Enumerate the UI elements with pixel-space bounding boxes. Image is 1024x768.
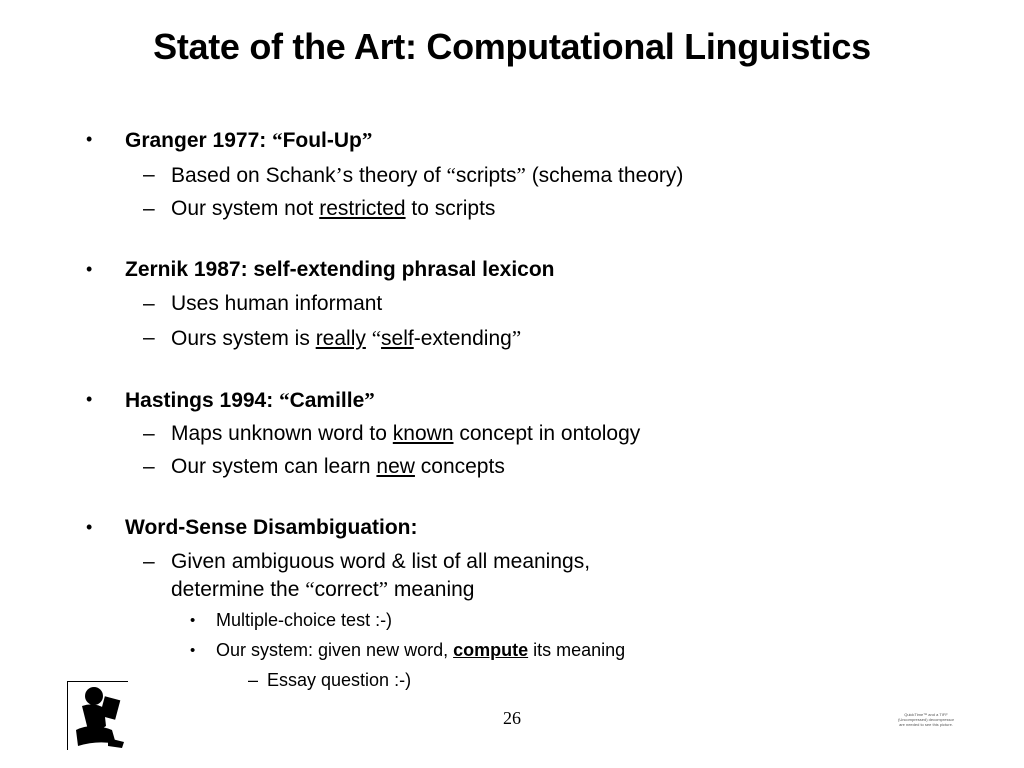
slide-title: State of the Art: Computational Linguistics: [153, 26, 871, 67]
text: to scripts: [405, 197, 496, 220]
sub-maps-unknown: [171, 422, 640, 446]
schank-text-b: s theory of: [342, 164, 447, 187]
close-quote: ”: [364, 388, 375, 412]
sub-ambiguous-line2: [171, 577, 474, 602]
close-quote: ”: [511, 326, 522, 350]
foul-up-name: Foul-Up: [282, 129, 362, 152]
sub-ambiguous-line1: Given ambiguous word & list of all meanings,: [171, 550, 591, 573]
dash-marker: –: [248, 670, 259, 690]
dash-marker: –: [143, 550, 155, 573]
text: Our system can learn: [171, 455, 377, 478]
schema-theory-text: (schema theory): [525, 164, 684, 187]
granger-head: Granger 1977:: [125, 129, 273, 152]
quicktime-placeholder: QuickTime™ and a TIFF (Uncompressed) decompressor are needed to see this picture.: [897, 712, 955, 727]
text: determine the: [171, 578, 306, 601]
text: -extending: [413, 327, 512, 350]
close-quote: ”: [516, 163, 526, 187]
hastings-head: Hastings 1994:: [125, 389, 280, 412]
scripts-word: scripts: [455, 164, 517, 187]
dash-marker: –: [143, 292, 155, 315]
bullet-marker: •: [190, 612, 196, 629]
sub-schank: [171, 163, 683, 188]
underlined-new: new: [376, 455, 415, 478]
sub3-our-system: [216, 640, 625, 661]
underlined-self: self: [381, 327, 414, 350]
dash-marker: –: [143, 326, 155, 349]
dash-marker: –: [143, 197, 155, 220]
bullet-hastings: [125, 388, 375, 413]
bullet-marker: •: [86, 129, 93, 149]
bullet-marker: •: [86, 389, 93, 409]
underlined-known: known: [392, 422, 454, 445]
sub-self-extending: [171, 326, 521, 351]
bullet-marker: •: [86, 517, 93, 537]
underlined-compute: compute: [453, 640, 529, 660]
text: Our system not: [171, 197, 320, 220]
sub4-essay-question: Essay question :-): [267, 670, 412, 690]
correct-word: correct: [314, 578, 379, 601]
text: concepts: [414, 455, 505, 478]
close-quote: ”: [361, 128, 373, 152]
sub-human-informant: Uses human informant: [171, 292, 383, 315]
text: meaning: [388, 578, 475, 601]
bullet-wsd: Word-Sense Disambiguation:: [125, 516, 418, 539]
underlined-really: really: [315, 327, 366, 350]
dash-marker: –: [143, 422, 155, 445]
schank-text-a: Based on Schank: [171, 164, 336, 187]
sub-learn-new: [171, 455, 505, 479]
camille-name: Camille: [289, 389, 365, 412]
dash-marker: –: [143, 455, 155, 478]
text: concept in ontology: [453, 422, 641, 445]
bullet-granger: [125, 128, 372, 153]
text: Ours system is: [171, 327, 316, 350]
sub3-multiple-choice: Multiple-choice test :-): [216, 610, 393, 630]
close-quote: ”: [378, 577, 389, 601]
underlined-restricted: restricted: [319, 197, 406, 220]
bullet-marker: •: [86, 259, 93, 279]
open-quote: “: [305, 577, 315, 601]
text: its meaning: [528, 640, 626, 660]
bullet-marker: •: [190, 642, 196, 659]
open-quote: “: [272, 128, 283, 152]
open-quote: “: [446, 163, 456, 187]
sub-not-restricted: [171, 197, 495, 221]
open-quote: “: [279, 388, 290, 412]
apostrophe: ’: [335, 163, 343, 187]
page-number: 26: [503, 708, 521, 728]
open-quote: “: [371, 326, 382, 350]
bullet-zernik: Zernik 1987: self-extending phrasal lexicon: [125, 258, 555, 281]
dash-marker: –: [143, 163, 155, 186]
text: Maps unknown word to: [171, 422, 393, 445]
text: Our system: given new word,: [216, 640, 454, 660]
